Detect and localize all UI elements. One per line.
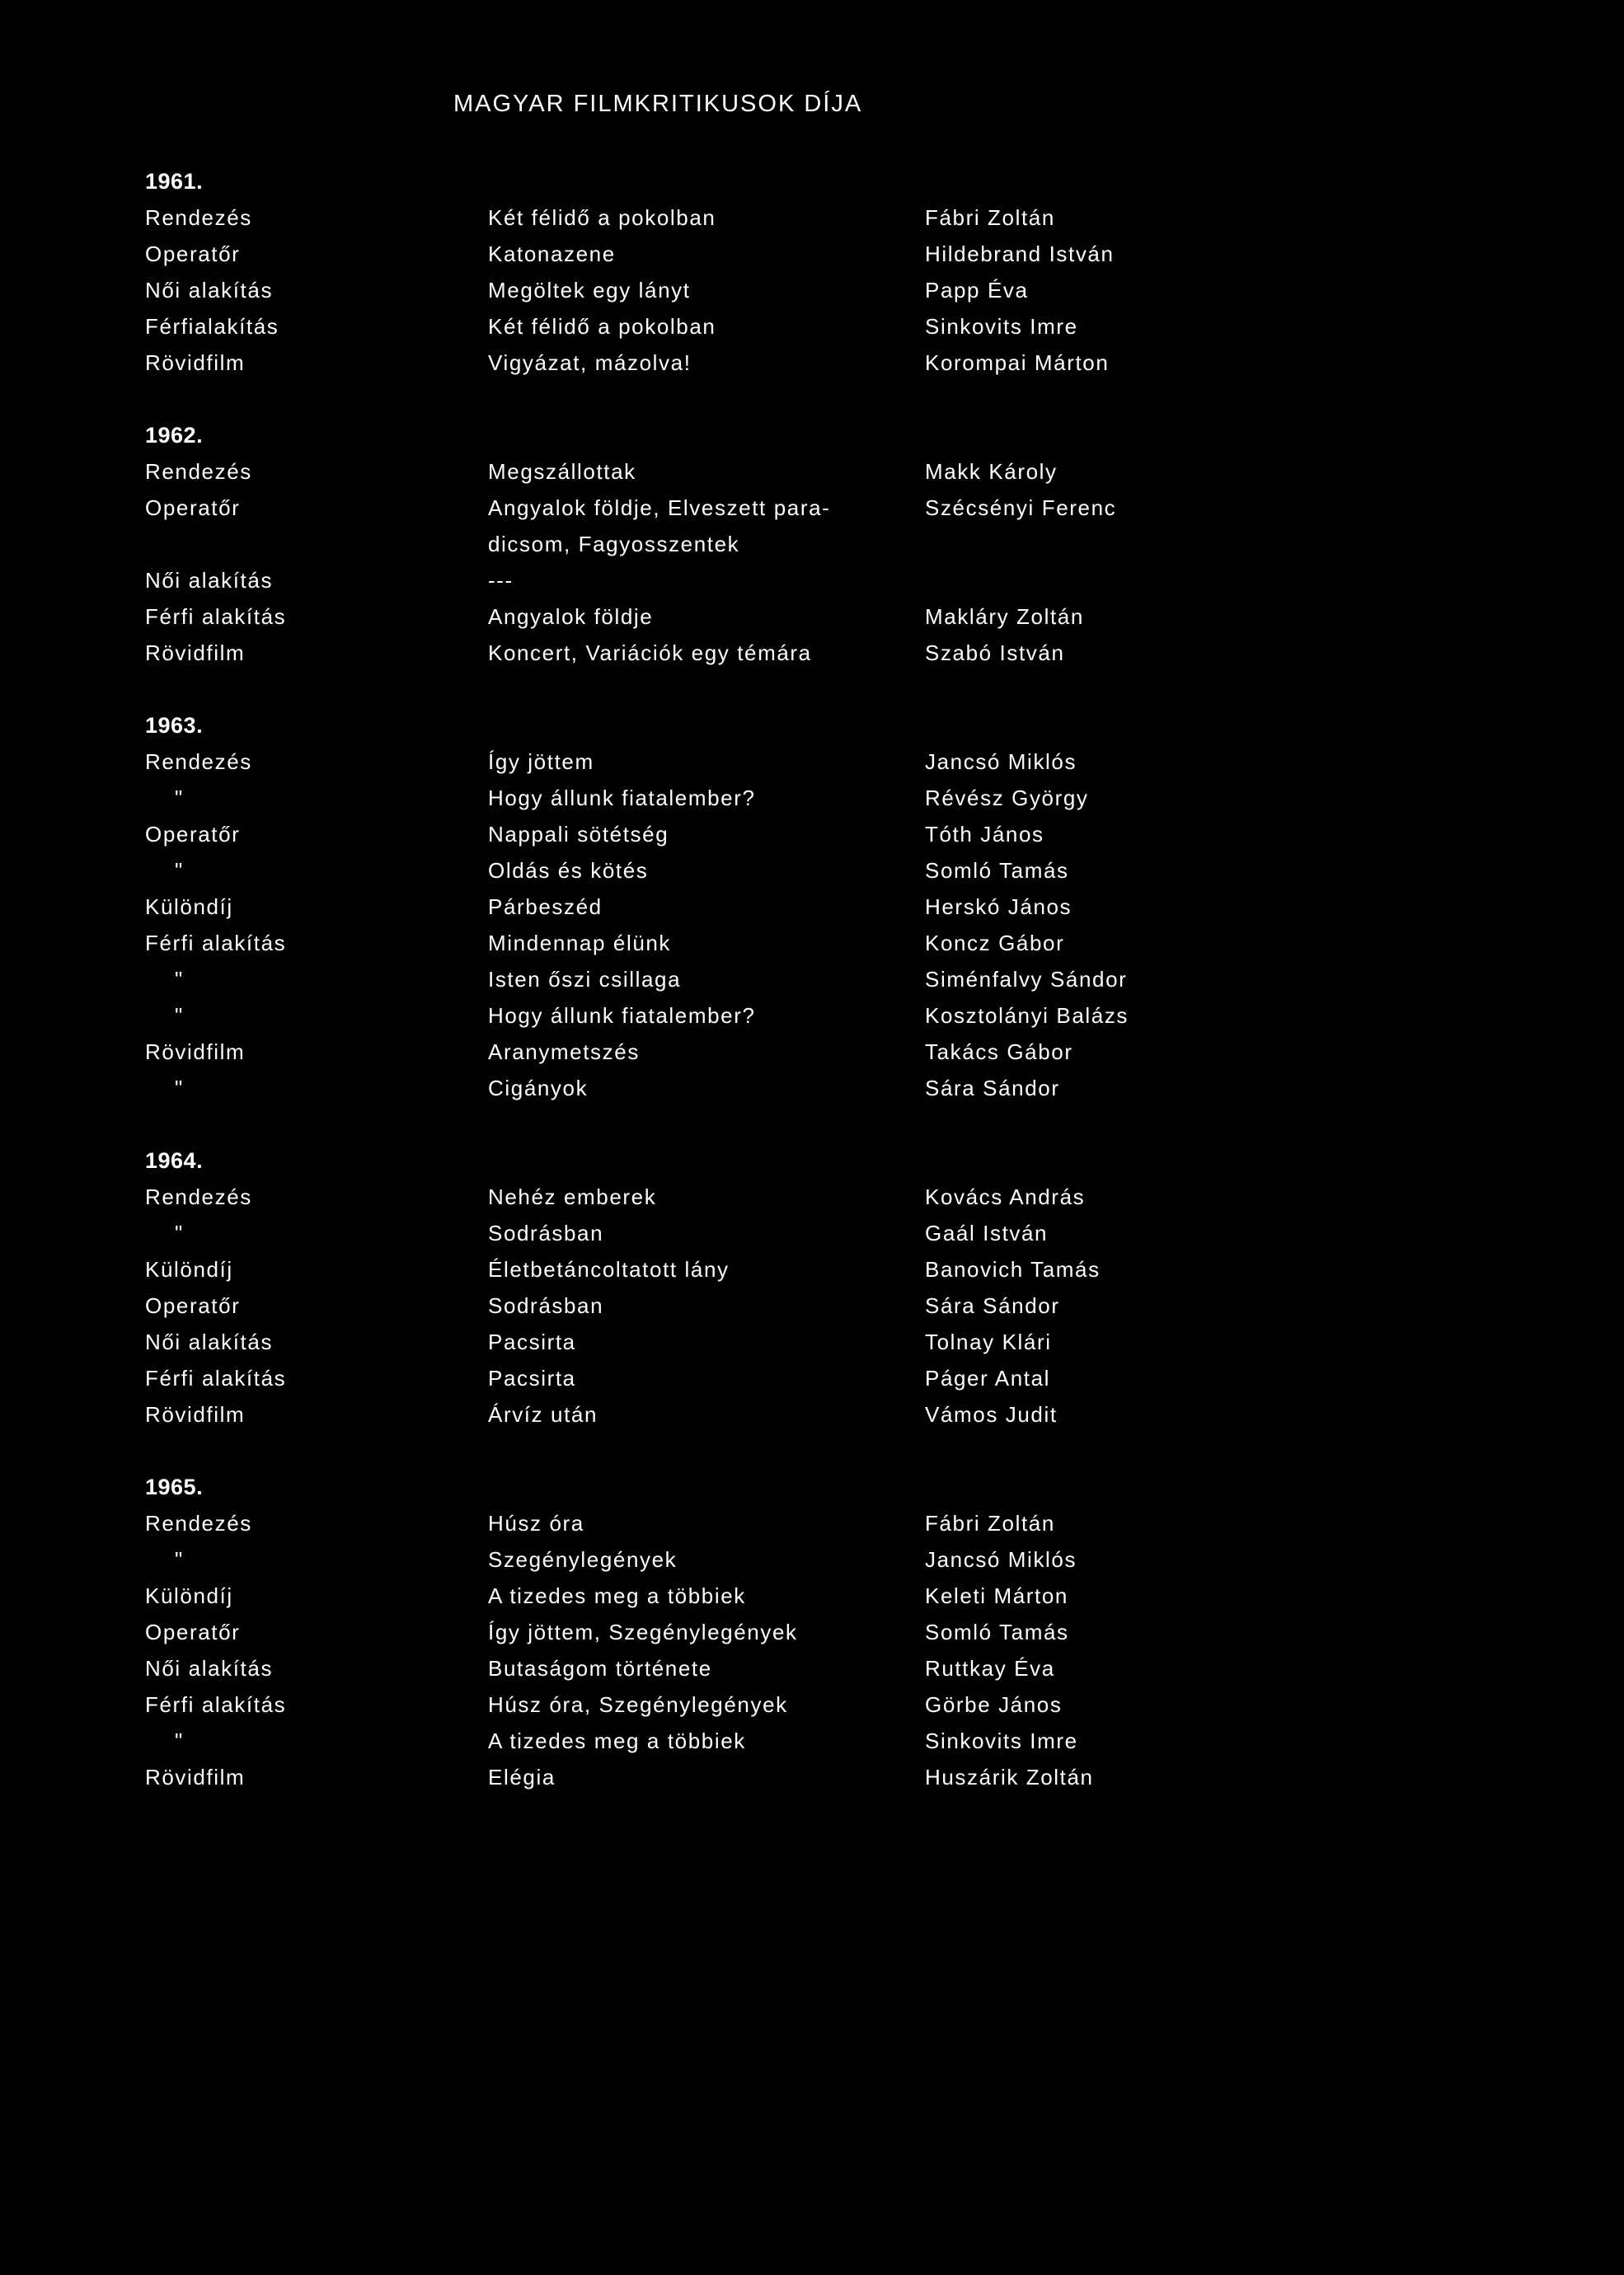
award-row (145, 961, 1547, 997)
winner-name: Takács Gábor (925, 1039, 1073, 1064)
film-title: Két félidő a pokolban (488, 205, 716, 230)
award-row (145, 1578, 1547, 1614)
award-row (145, 1505, 1547, 1541)
film-title: A tizedes meg a többiek (488, 1729, 746, 1753)
winner-name: Sinkovits Imre (925, 1729, 1078, 1753)
film-title: Isten őszi csillaga (488, 967, 682, 992)
film-title: Koncert, Variációk egy témára (488, 640, 812, 665)
film-title: A tizedes meg a többiek (488, 1583, 746, 1608)
film-title: Vigyázat, mázolva! (488, 350, 692, 375)
award-category: Női alakítás (145, 1656, 274, 1681)
award-category: " (175, 967, 184, 992)
film-title: Megöltek egy lányt (488, 278, 691, 303)
year-section (145, 707, 1547, 1106)
award-row (145, 1650, 1547, 1686)
year-section (145, 1469, 1547, 1795)
award-category: Rendezés (145, 749, 252, 774)
film-title: Húsz óra (488, 1511, 584, 1536)
film-title: Sodrásban (488, 1293, 604, 1318)
film-title: Így jöttem, Szegénylegények (488, 1620, 798, 1644)
page-title: MAGYAR FILMKRITIKUSOK DÍJA (453, 91, 863, 117)
film-title: Így jöttem (488, 749, 594, 774)
award-row (145, 562, 1547, 598)
award-category: Női alakítás (145, 278, 274, 303)
winner-name: Jancsó Miklós (925, 1547, 1077, 1572)
winner-name: Huszárik Zoltán (925, 1765, 1094, 1790)
winner-name: Sinkovits Imre (925, 314, 1078, 339)
film-title: Hogy állunk fiatalember? (488, 786, 756, 810)
film-title: Angyalok földje, Elveszett para- (488, 495, 831, 520)
award-category: Operatőr (145, 242, 241, 266)
award-category: " (175, 1076, 184, 1100)
film-title: Megszállottak (488, 459, 636, 484)
winner-name: Keleti Márton (925, 1583, 1068, 1608)
award-row (145, 997, 1547, 1034)
film-title: Mindennap élünk (488, 931, 672, 955)
film-title: Hogy állunk fiatalember? (488, 1003, 756, 1028)
winner-name: Fábri Zoltán (925, 1511, 1055, 1536)
award-row (145, 1541, 1547, 1578)
film-title: Nappali sötétség (488, 822, 669, 847)
award-category: " (175, 1729, 184, 1753)
award-row (145, 345, 1547, 381)
winner-name: Gaál István (925, 1221, 1049, 1245)
winner-name: Tóth János (925, 822, 1044, 847)
award-category: Operatőr (145, 822, 241, 847)
award-row (145, 1723, 1547, 1759)
film-title: Életbetáncoltatott lány (488, 1257, 730, 1282)
winner-name: Hildebrand István (925, 242, 1115, 266)
film-title: Szegénylegények (488, 1547, 678, 1572)
award-row (145, 598, 1547, 635)
award-row (145, 852, 1547, 889)
award-row (145, 1215, 1547, 1251)
award-category: " (175, 786, 184, 810)
award-category: Női alakítás (145, 1330, 274, 1354)
winner-name: Banovich Tamás (925, 1257, 1101, 1282)
award-row (145, 1614, 1547, 1650)
film-title: Elégia (488, 1765, 556, 1790)
award-category: Rendezés (145, 205, 252, 230)
film-title: Árvíz után (488, 1402, 598, 1427)
award-row (145, 743, 1547, 780)
film-title: Katonazene (488, 242, 616, 266)
award-sections (145, 163, 1547, 1832)
film-title: dicsom, Fagyosszentek (488, 532, 740, 556)
winner-name: Tolnay Klári (925, 1330, 1052, 1354)
winner-name: Makk Károly (925, 459, 1058, 484)
award-row (145, 1034, 1547, 1070)
award-category: " (175, 858, 184, 883)
award-category: Rendezés (145, 459, 252, 484)
award-row (145, 272, 1547, 308)
film-title: Angyalok földje (488, 604, 654, 629)
award-category: " (175, 1221, 184, 1245)
award-category: Rövidfilm (145, 350, 246, 375)
award-category: Rövidfilm (145, 1402, 246, 1427)
award-row (145, 1179, 1547, 1215)
award-row (145, 1324, 1547, 1360)
award-row (145, 780, 1547, 816)
award-row (145, 1360, 1547, 1396)
winner-name: Révész György (925, 786, 1089, 810)
award-row (145, 490, 1547, 526)
award-row (145, 635, 1547, 671)
winner-name: Siménfalvy Sándor (925, 967, 1128, 992)
award-row (145, 1288, 1547, 1324)
winner-name: Koncz Gábor (925, 931, 1065, 955)
year-section (145, 417, 1547, 671)
award-row (145, 1759, 1547, 1795)
winner-name: Kosztolányi Balázs (925, 1003, 1129, 1028)
award-category: Rövidfilm (145, 1039, 246, 1064)
award-category: " (175, 1003, 184, 1028)
award-category: Különdíj (145, 894, 233, 919)
winner-name: Herskó János (925, 894, 1072, 919)
winner-name: Somló Tamás (925, 1620, 1069, 1644)
winner-name: Szécsényi Ferenc (925, 495, 1117, 520)
award-row (145, 199, 1547, 236)
award-row (145, 1070, 1547, 1106)
film-title: --- (488, 568, 514, 593)
winner-name: Kovács András (925, 1184, 1086, 1209)
film-title: Két félidő a pokolban (488, 314, 716, 339)
award-category: Operatőr (145, 495, 241, 520)
year-heading: 1965. (145, 1475, 204, 1499)
winner-name: Korompai Márton (925, 350, 1110, 375)
winner-name: Páger Antal (925, 1366, 1051, 1391)
award-row (145, 816, 1547, 852)
winner-name: Görbe János (925, 1692, 1063, 1717)
award-row (145, 453, 1547, 490)
award-row (145, 308, 1547, 345)
award-category: Különdíj (145, 1257, 233, 1282)
film-title: Nehéz emberek (488, 1184, 657, 1209)
film-title: Aranymetszés (488, 1039, 640, 1064)
year-heading: 1962. (145, 423, 204, 448)
award-row (145, 236, 1547, 272)
year-section (145, 1142, 1547, 1433)
award-category: Rövidfilm (145, 1765, 246, 1790)
winner-name: Szabó István (925, 640, 1065, 665)
award-category: Férfi alakítás (145, 1366, 287, 1391)
award-row (145, 526, 1547, 562)
film-title: Butaságom története (488, 1656, 712, 1681)
winner-name: Makláry Zoltán (925, 604, 1084, 629)
winner-name: Somló Tamás (925, 858, 1069, 883)
award-category: Női alakítás (145, 568, 274, 593)
award-category: Rövidfilm (145, 640, 246, 665)
award-category: Rendezés (145, 1184, 252, 1209)
film-title: Pacsirta (488, 1330, 576, 1354)
award-row (145, 1686, 1547, 1723)
film-title: Sodrásban (488, 1221, 604, 1245)
year-section (145, 163, 1547, 381)
winner-name: Fábri Zoltán (925, 205, 1055, 230)
award-category: Férfi alakítás (145, 1692, 287, 1717)
year-heading: 1963. (145, 713, 204, 738)
film-title: Pacsirta (488, 1366, 576, 1391)
award-category: Férfi alakítás (145, 931, 287, 955)
film-title: Húsz óra, Szegénylegények (488, 1692, 788, 1717)
award-row (145, 1396, 1547, 1433)
film-title: Párbeszéd (488, 894, 603, 919)
award-category: Férfi alakítás (145, 604, 287, 629)
film-title: Cigányok (488, 1076, 589, 1100)
year-heading: 1964. (145, 1148, 204, 1173)
winner-name: Papp Éva (925, 278, 1029, 303)
award-category: Férfialakítás (145, 314, 279, 339)
winner-name: Jancsó Miklós (925, 749, 1077, 774)
winner-name: Vámos Judit (925, 1402, 1058, 1427)
award-row (145, 889, 1547, 925)
award-category: Operatőr (145, 1293, 241, 1318)
award-category: " (175, 1547, 184, 1572)
award-row (145, 1251, 1547, 1288)
award-row (145, 925, 1547, 961)
year-heading: 1961. (145, 169, 204, 194)
winner-name: Sára Sándor (925, 1293, 1060, 1318)
film-title: Oldás és kötés (488, 858, 649, 883)
winner-name: Sára Sándor (925, 1076, 1060, 1100)
award-category: Különdíj (145, 1583, 233, 1608)
winner-name: Ruttkay Éva (925, 1656, 1055, 1681)
award-category: Rendezés (145, 1511, 252, 1536)
award-category: Operatőr (145, 1620, 241, 1644)
